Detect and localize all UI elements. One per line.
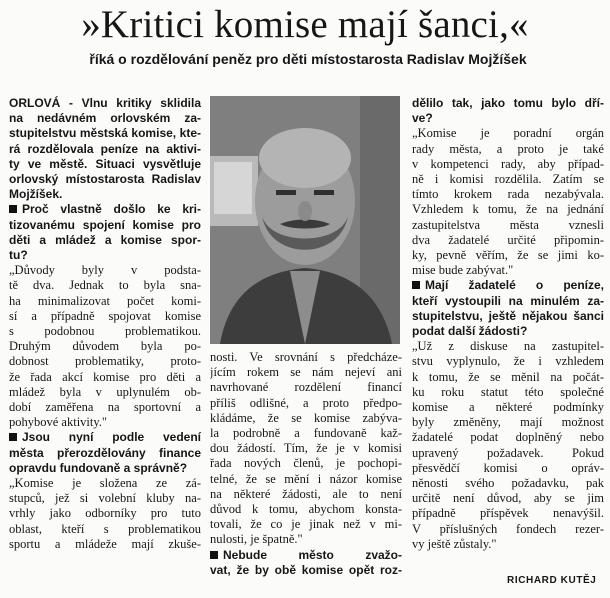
portrait-figure (210, 96, 400, 344)
text-line (210, 472, 402, 487)
text-line (412, 96, 604, 111)
text-line-content: orlovský místostarosta Radislav (9, 172, 201, 187)
text-line (412, 476, 604, 491)
text-line (412, 294, 604, 309)
text-line-content: vrhly jako odborníky pro tuto (9, 506, 201, 521)
text-line (210, 380, 402, 395)
text-line-content: dobnost problematiky, proto- (9, 354, 201, 369)
text-line (210, 426, 402, 441)
text-line-content: Jsou nyní podle vedení (22, 430, 201, 445)
text-line-content: tovali, že co je jinak než v mi- (210, 517, 402, 532)
text-line-content: vat, že by obě komise opět roz- (210, 562, 402, 577)
text-line-content: oblast, kteří s problematikou (9, 521, 201, 536)
text-line-content: ve? (412, 111, 433, 126)
text-line-content: děti a mládež a komise spor- (9, 232, 201, 247)
text-line (412, 354, 604, 369)
text-line (412, 309, 604, 324)
text-line (210, 441, 402, 456)
question-bullet-icon (210, 551, 218, 559)
subheadline: říká o rozdělování peněz pro děti místostarosta Radislav Mojžíšek (89, 51, 527, 67)
text-line (9, 324, 201, 339)
text-line (412, 142, 604, 157)
text-line-content: tě dva. Jednak to byla sna- (9, 278, 201, 293)
text-line-content: podat další žádosti? (412, 324, 528, 339)
text-line (9, 248, 201, 263)
headline: »Kritici komise mají šanci,« (81, 3, 529, 46)
text-line-content: dělilo tak, jako tomu bylo dří- (412, 96, 604, 110)
text-line-content: opravdu fundovaně a správně? (9, 460, 188, 475)
text-line (412, 324, 604, 339)
text-line (9, 506, 201, 521)
question-bullet-icon (9, 433, 17, 441)
text-line (9, 157, 201, 172)
text-line (9, 111, 201, 126)
text-line-content: k tomu, že se měnil na počát- (412, 369, 604, 384)
text-line (412, 339, 604, 354)
question-bullet-icon (412, 281, 420, 289)
text-line-content: v kompetenci rady, aby případ- (412, 156, 604, 171)
article-column-2 (210, 350, 402, 578)
text-line (9, 172, 201, 187)
text-line-content: řada nových členů, je pochopi- (210, 456, 402, 471)
text-line-content: Mají žadatelé o peníze, (425, 278, 604, 293)
text-line-content: ky, pevně věřím, že se jimi ko- (412, 248, 604, 263)
text-line (412, 111, 604, 126)
text-line (9, 339, 201, 354)
text-line (9, 491, 201, 506)
text-line (210, 365, 402, 380)
text-line (412, 415, 604, 430)
text-line (9, 96, 201, 111)
text-line-content: ty ve městě. Situaci vysvětluje (9, 156, 201, 171)
text-line (9, 461, 201, 476)
text-line-content: tu? (9, 248, 28, 263)
text-line-content: města přerozdělovány finance (9, 445, 201, 460)
text-line-content: ORLOVÁ - Vlnu kritiky sklidila (9, 96, 201, 110)
text-line (9, 263, 201, 278)
text-line (412, 248, 604, 263)
text-line (210, 548, 402, 563)
text-line (412, 278, 604, 293)
text-line-content: jícím rokem se nám nejeví ani (210, 365, 402, 380)
text-line-content: komise a některé podmínky (412, 400, 604, 415)
text-line (412, 172, 604, 187)
text-line-content: na nedávném orlovském za- (9, 111, 201, 126)
text-line (210, 563, 402, 578)
text-line (9, 294, 201, 309)
text-line-content: zastupitelstva města vznesli (412, 217, 604, 232)
text-line (210, 517, 402, 532)
text-line (210, 456, 402, 471)
text-line (412, 218, 604, 233)
text-line (412, 446, 604, 461)
text-line-content: případně příspěvek nenavýšil. (412, 506, 604, 521)
text-line-content: rady města, a proto je také (412, 141, 604, 156)
text-line-content: „Komise je složena ze zá- (9, 476, 201, 491)
text-line (9, 354, 201, 369)
article-column-1 (9, 96, 201, 552)
text-line (412, 126, 604, 141)
text-line (412, 430, 604, 445)
text-line (210, 487, 402, 502)
text-line-content: Mojžíšek. (9, 187, 63, 202)
text-line-content: stupců, jež si volební kluby na- (9, 491, 201, 506)
text-line-content: tímto krokem rada nezabývala. (412, 187, 604, 202)
text-line-content: určitě není důvod, aby se jim (412, 491, 604, 506)
text-line-content: sí a případně spojovat komise (9, 308, 201, 323)
text-line (412, 187, 604, 202)
text-line-content: Druhým důvodem byla po- (9, 339, 201, 354)
text-line (9, 446, 201, 461)
text-line-content: přesvědčí komisi o opráv- (412, 460, 604, 475)
text-line-content: sportu a mládeže mají zkuše- (9, 536, 201, 551)
text-line-content: nosti. Ve srovnání s předcháze- (210, 350, 402, 364)
text-line (9, 309, 201, 324)
portrait-photo (210, 96, 400, 344)
text-line-content: mise bude zabývat." (412, 263, 514, 278)
text-line (412, 491, 604, 506)
text-line (412, 400, 604, 415)
text-line-content: Nebude město zvažo- (223, 547, 402, 562)
text-line-content: ku roku statut této společné (412, 384, 604, 399)
text-line-content: stupitelstvu městská komise, kte- (9, 126, 201, 141)
text-line (412, 202, 604, 217)
text-line-content: žadatelé podat doplněný nebo (412, 430, 604, 445)
text-line (210, 532, 402, 547)
text-line (9, 187, 201, 202)
text-line (210, 502, 402, 517)
text-line (9, 430, 201, 445)
text-line (412, 370, 604, 385)
text-line (9, 370, 201, 385)
text-line-content: byly změněny, mají možnost (412, 415, 604, 430)
text-line-content: Vzhledem k tomu, že na jednání (412, 202, 604, 217)
text-line (9, 476, 201, 491)
text-line-content: něnosti svého požadavku, pak (412, 476, 604, 491)
text-line-content: důvod k tomu, abychom konsta- (210, 502, 402, 517)
text-line (412, 537, 604, 552)
text-line (210, 411, 402, 426)
text-line (412, 461, 604, 476)
text-line-content: s podobnou problematikou. (9, 324, 201, 339)
text-line (9, 126, 201, 141)
text-line-content: upravený požadavek. Pokud (412, 445, 604, 460)
text-line (412, 263, 604, 278)
text-line (412, 522, 604, 537)
text-line-content: Proč vlastně došlo ke kri- (22, 202, 201, 217)
text-line (210, 350, 402, 365)
text-line-content: dobí zaměřena na sportovní a (9, 400, 201, 415)
text-line-content: kládáme, že se komise zabýva- (210, 410, 402, 425)
text-line (9, 218, 201, 233)
text-line-content: tizovanému spojení komise pro (9, 217, 201, 232)
text-line (9, 142, 201, 157)
text-line-content: že řada akcí komise pro děti a (9, 369, 201, 384)
text-line-content: na některé žádosti, ale to není (210, 486, 402, 501)
text-line-content: telné, že se mění i názor komise (210, 471, 402, 486)
text-line-content: stvu vyplynulo, že i vzhledem (412, 354, 604, 369)
question-bullet-icon (9, 205, 17, 213)
text-line (9, 415, 201, 430)
text-line (412, 157, 604, 172)
text-line-content: ně i komisi rozdělila. Zatím se (412, 172, 604, 187)
text-line (9, 385, 201, 400)
text-line (9, 522, 201, 537)
text-line (9, 400, 201, 415)
text-line-content: „Komise je poradní orgán (412, 126, 604, 141)
text-line-content: pohybové aktivity." (9, 415, 108, 430)
text-line (412, 385, 604, 400)
text-line (412, 233, 604, 248)
text-line-content: vy ještě zůstaly." (412, 536, 497, 551)
text-line (9, 537, 201, 552)
text-line-content: kteří vystoupili na minulém za- (412, 293, 604, 308)
author-byline: RICHARD KUTĚJ (507, 575, 597, 586)
text-line (210, 396, 402, 411)
text-line (9, 233, 201, 248)
text-line-content: stupitelstvu, ještě nějakou šanci (412, 308, 604, 323)
text-line-content: dou žádostí. Tím, že je v komisi (210, 441, 402, 456)
text-line-content: V příslušných fondech rezer- (412, 521, 604, 536)
text-line (412, 506, 604, 521)
text-line-content: dva žadatelé určité připomin- (412, 232, 604, 247)
text-line-content: la podrobně a fundovaně kaž- (210, 426, 402, 441)
text-line (9, 278, 201, 293)
text-line-content: příliš odlišné, a proto předpo- (210, 395, 402, 410)
text-line-content: nulosti, je špatně." (210, 532, 303, 547)
article-column-3 (412, 96, 604, 552)
text-line (9, 202, 201, 217)
text-line-content: navrhované rozdělení financí (210, 380, 402, 395)
text-line-content: rá rozdělovala peníze na aktivi- (9, 141, 201, 156)
text-line-content: „Už z diskuse na zastupitel- (412, 339, 604, 354)
text-line-content: ha minimalizovat počet komi- (9, 293, 201, 308)
text-line-content: „Důvody byly v podsta- (9, 263, 201, 278)
text-line-content: mládež byla v uplynulém ob- (9, 384, 201, 399)
